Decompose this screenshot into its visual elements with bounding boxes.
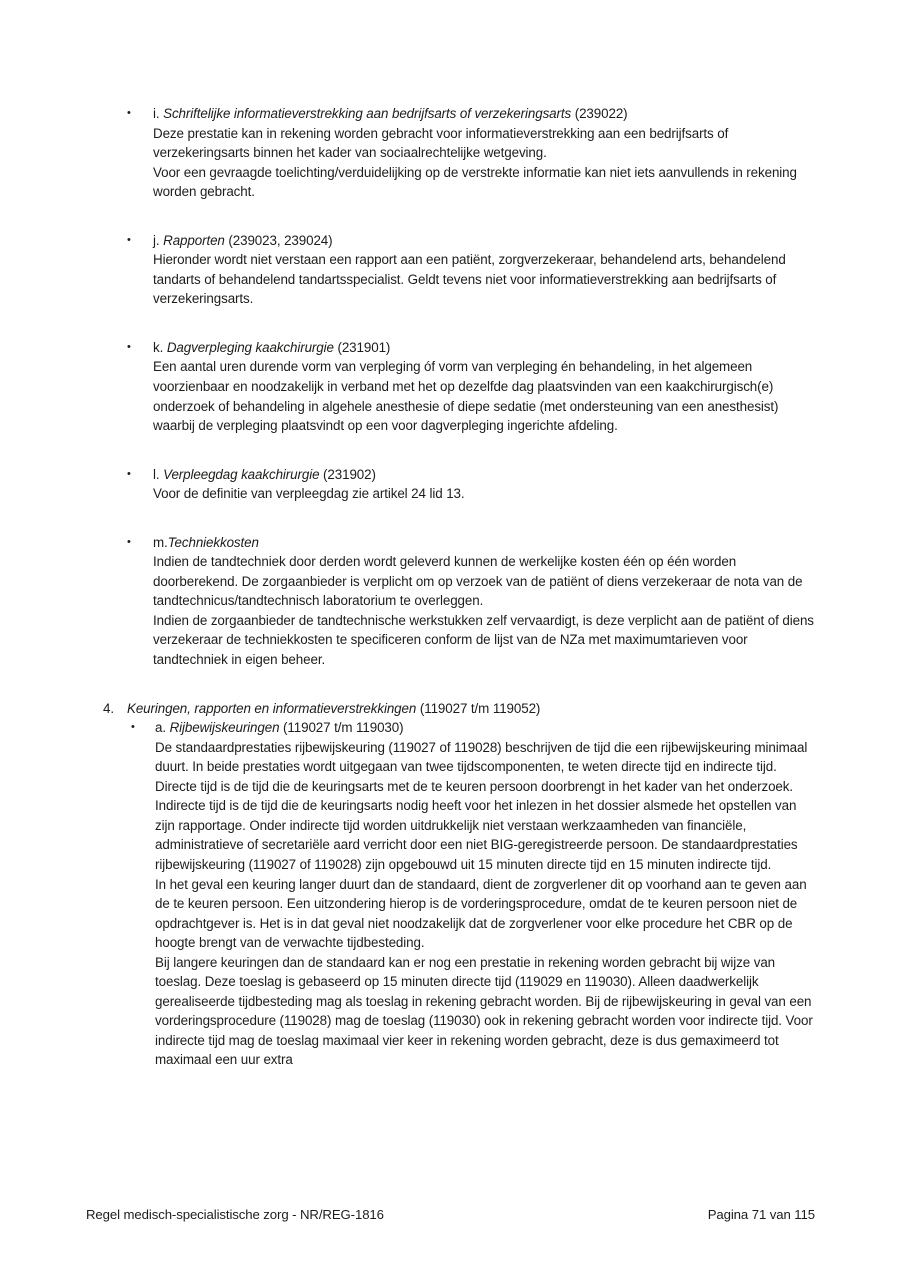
item-heading — [153, 533, 817, 553]
item-prefix: k. — [153, 339, 167, 355]
item-code: (239023, 239024) — [224, 232, 333, 248]
item-body — [153, 465, 817, 504]
bullet-icon: • — [127, 535, 131, 548]
footer-page-number: Pagina 71 van 115 — [707, 1207, 815, 1222]
item-body — [127, 699, 817, 1070]
item-prefix: j. — [153, 232, 164, 248]
item-prefix: l. — [153, 466, 164, 482]
paragraph: Bij langere keuringen dan de standaard kan er nog een prestatie in rekening worden gebracht bij wijze van toeslag. Deze toeslag is gebaseerd op 15 minuten directe tijd (119029 en 119030). Alleen daadwerkelijk gerealiseerde tijdbesteding mag als toeslag in rekening gebracht worden. Bij de rijbewijskeuring in geval van een vorderingsprocedure (119028) mag de toeslag (119030) ook in rekening gebracht worden voor indirecte tijd. Voor indirecte tijd mag de toeslag maximaal vier keer in rekening worden gebracht, deze is dus gemaximeerd tot maximaal een uur extra — [155, 954, 813, 1068]
item-heading — [153, 338, 817, 358]
item-title: Dagverpleging kaakchirurgie — [166, 339, 334, 355]
paragraph: De standaardprestaties rijbewijskeuring (119027 of 119028) beschrijven de tijd die een rijbewijskeuring minimaal duurt. In beide prestaties wordt uitgegaan van twee tijdscomponenten, te weten directe tijd en indirecte tijd. Directe tijd is de tijd die de keuringsarts met de te keuren persoon doorbrengt in het kader van het onderzoek. Indirecte tijd is de tijd die de keuringsarts nodig heeft voor het inlezen in het dossier alsmede het opstellen van zijn rapportage. Onder indirecte tijd worden uitdrukkelijk niet verstaan werkzaamheden van financiële, administratieve of secretariële aard verricht door een niet BIG-geregistreerde persoon. De standaardprestaties rijbewijskeuring (119027 of 119028) zijn opgebouwd uit 15 minuten directe tijd en 15 minuten indirecte tijd. — [155, 739, 808, 872]
page-content — [103, 104, 817, 1070]
item-code: (231902) — [319, 466, 376, 482]
paragraph: Deze prestatie kan in rekening worden gebracht voor informatieverstrekking aan een bedrijfsarts of verzekeringsarts binnen het kader van sociaalrechtelijke wetgeving. — [153, 125, 729, 161]
item-heading — [155, 718, 817, 738]
paragraph: Een aantal uren durende vorm van verpleging óf vorm van verpleging én behandeling, in het algemeen voorzienbaar en noodzakelijk in verband met het op dezelfde dag plaatsvinden van een kaakchirurgisch(e) onderzoek of behandeling in algehele anesthesie of diepe sedatie (met ondersteuning van een anesthesist) waarbij de verpleging plaatsvindt op een voor dagverpleging ingerichte afdeling. — [153, 359, 779, 434]
item-heading — [153, 231, 817, 251]
item-body — [155, 718, 817, 1070]
item-title: Rapporten — [163, 232, 225, 248]
item-number: 4. — [103, 700, 114, 716]
paragraph: Indien de zorgaanbieder de tandtechnische werkstukken zelf vervaardigt, is deze verplicht aan de patiënt of diens verzekeraar de techniekkosten te specificeren conform de lijst van de NZa met maximumtarieven voor tandtechniek in eigen beheer. — [153, 612, 814, 668]
paragraph: Voor de definitie van verpleegdag zie artikel 24 lid 13. — [153, 486, 465, 502]
item-body — [153, 231, 817, 309]
section-code: (119027 t/m 119052) — [416, 700, 541, 716]
list-item-a — [131, 718, 817, 1070]
page-footer — [86, 1206, 815, 1224]
paragraph: Hieronder wordt niet verstaan een rapport aan een patiënt, zorgverzekeraar, behandelend arts, behandelend tandarts of behandelend tandartsspecialist. Geldt tevens niet voor informatieverstrekking aan bedrijfsarts of verzekeringsarts. — [153, 252, 786, 307]
item-title: Rijbewijskeuringen — [169, 720, 280, 736]
paragraph: Indien de tandtechniek door derden wordt geleverd kunnen de werkelijke kosten één op één worden doorberekend. De zorgaanbieder is verplicht om op verzoek van de patiënt of diens verzekeraar de nota van de tandtechnicus/tandtechnisch laboratorium te overleggen. — [153, 554, 803, 609]
bullet-icon: • — [127, 467, 131, 480]
paragraph: Voor een gevraagde toelichting/verduidelijking op de verstrekte informatie kan niet iets aanvullends in rekening worden gebracht. — [153, 164, 797, 200]
list-item-l — [127, 465, 817, 504]
item-body — [153, 533, 817, 670]
list-item-i — [127, 104, 817, 202]
section-heading — [127, 699, 817, 719]
bullet-icon: • — [131, 721, 135, 734]
item-body — [153, 104, 817, 202]
item-title: Schriftelijke informatieverstrekking aan bedrijfsarts of verzekeringsarts — [163, 106, 572, 121]
item-code: (119027 t/m 119030) — [279, 720, 404, 736]
item-prefix: m. — [153, 534, 168, 550]
item-heading — [153, 104, 817, 124]
item-title: Techniekkosten — [167, 534, 259, 550]
item-heading — [153, 465, 817, 485]
item-prefix: a. — [155, 720, 170, 736]
paragraph: In het geval een keuring langer duurt dan de standaard, dient de zorgverlener dit op voorhand aan te geven aan de te keuren persoon. Een uitzondering hierop is de vorderingsprocedure, omdat de te keuren persoon niet de opdrachtgever is. Het is in dat geval niet noodzakelijk dat de zorgverlener voor elke procedure het CBR op de hoogte brengt van de verwachte tijdbesteding. — [155, 876, 807, 951]
list-item-m — [127, 533, 817, 670]
item-code: (231901) — [333, 339, 391, 355]
item-prefix: i. — [153, 106, 164, 121]
bullet-icon: • — [127, 340, 131, 353]
numbered-item-4 — [103, 699, 817, 1070]
item-code: (239022) — [571, 106, 628, 121]
item-body — [153, 338, 817, 436]
section-title: Keuringen, rapporten en informatieverstrekkingen — [127, 700, 417, 716]
list-item-j — [127, 231, 817, 309]
list-item-k — [127, 338, 817, 436]
bullet-icon: • — [127, 107, 131, 119]
footer-document-reference: Regel medisch-specialistische zorg - NR/REG-1816 — [86, 1207, 384, 1222]
bullet-icon: • — [127, 233, 131, 246]
item-title: Verpleegdag kaakchirurgie — [163, 466, 320, 482]
